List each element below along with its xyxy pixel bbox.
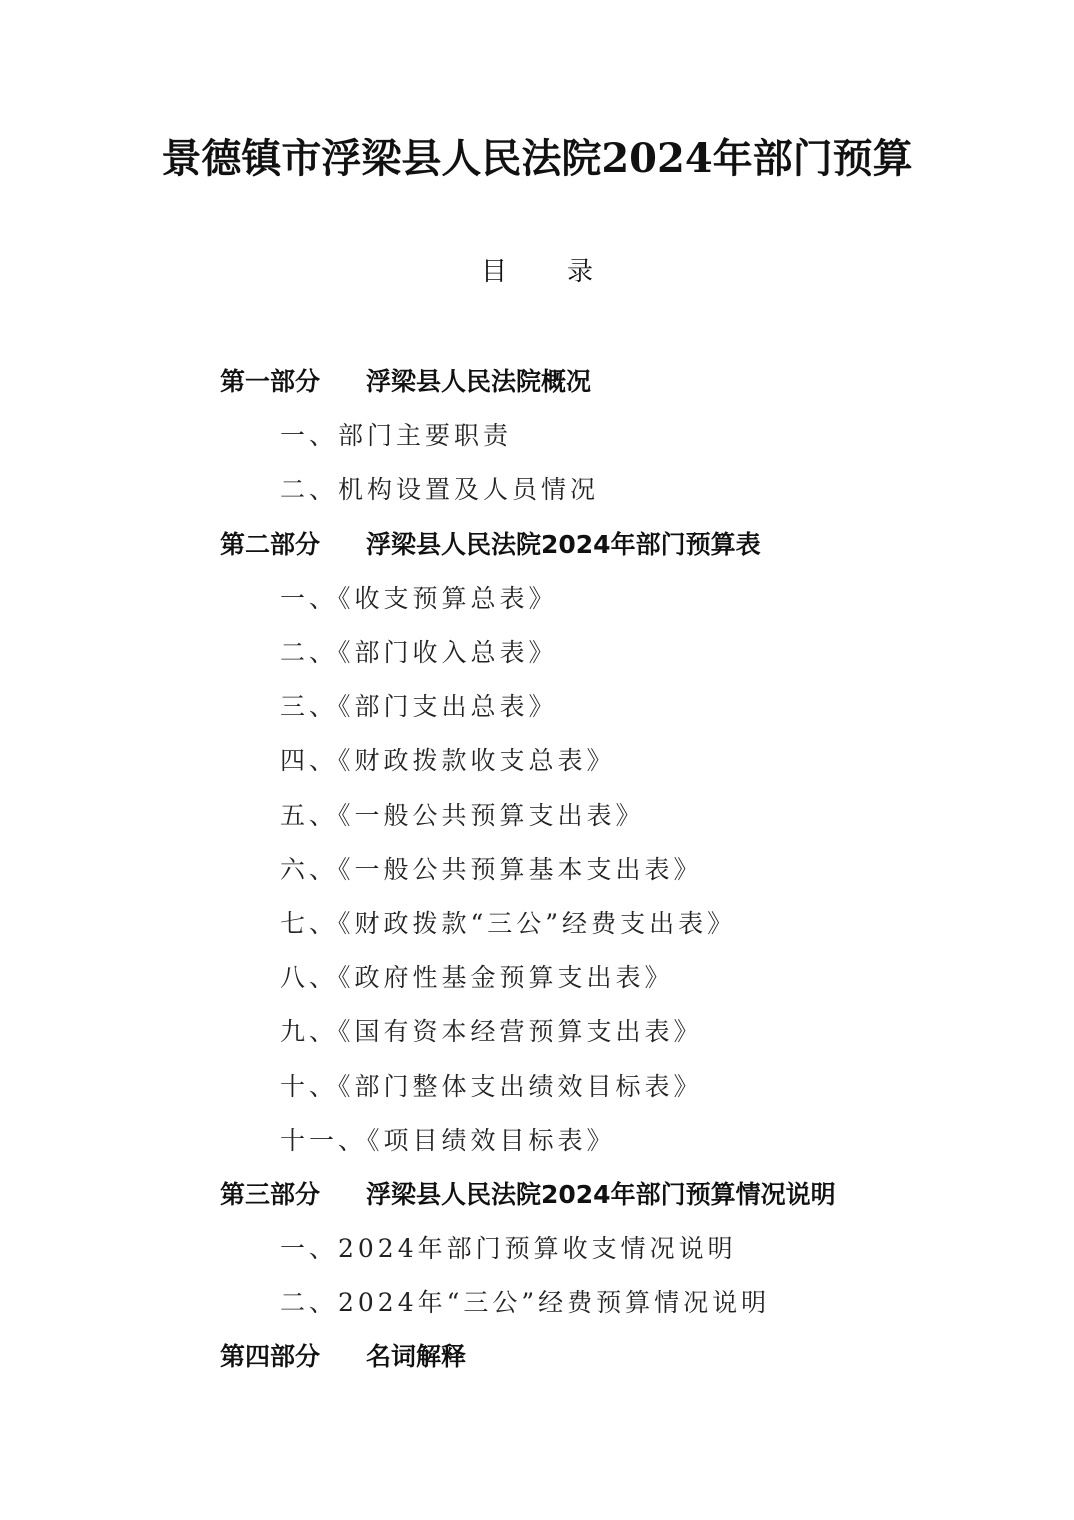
part-number: 第二部分 (220, 529, 321, 559)
toc-heading-left: 目 (480, 257, 507, 287)
toc-part-heading[interactable] (0, 353, 1074, 407)
toc-item[interactable]: 六、《一般公共预算基本支出表》 (280, 854, 703, 884)
toc-item[interactable]: 一、2024年部门预算收支情况说明 (280, 1234, 737, 1264)
table-of-contents (0, 353, 1074, 1383)
toc-heading-right: 录 (567, 257, 594, 287)
part-title: 浮梁县人民法院2024年部门预算表 (366, 529, 761, 559)
toc-item[interactable]: 四、《财政拨款收支总表》 (280, 746, 616, 776)
toc-item[interactable]: 九、《国有资本经营预算支出表》 (280, 1017, 703, 1047)
part-title: 名词解释 (366, 1342, 467, 1372)
toc-item[interactable]: 一、部门主要职责 (280, 421, 513, 451)
part-title: 浮梁县人民法院2024年部门预算情况说明 (366, 1179, 836, 1209)
toc-item[interactable]: 二、《部门收入总表》 (280, 638, 558, 668)
toc-item[interactable]: 十一、《项目绩效目标表》 (280, 1125, 616, 1155)
part-number: 第一部分 (220, 367, 321, 397)
toc-part-heading[interactable] (0, 516, 1074, 570)
toc-item[interactable]: 二、机构设置及人员情况 (280, 475, 600, 505)
toc-item[interactable]: 八、《政府性基金预算支出表》 (280, 963, 674, 993)
toc-heading (0, 252, 1074, 292)
toc-item[interactable]: 一、《收支预算总表》 (280, 583, 558, 613)
toc-part-heading[interactable] (0, 1328, 1074, 1382)
document-title: 景德镇市浮梁县人民法院2024年部门预算 (161, 135, 913, 182)
part-title: 浮梁县人民法院概况 (366, 367, 592, 397)
toc-item[interactable]: 十、《部门整体支出绩效目标表》 (280, 1071, 703, 1101)
toc-item[interactable]: 三、《部门支出总表》 (280, 692, 558, 722)
part-number: 第四部分 (220, 1342, 321, 1372)
part-number: 第三部分 (220, 1179, 321, 1209)
toc-item[interactable]: 二、2024年“三公”经费预算情况说明 (280, 1288, 771, 1318)
toc-item[interactable]: 七、《财政拨款“三公”经费支出表》 (280, 908, 737, 938)
toc-item[interactable]: 五、《一般公共预算支出表》 (280, 800, 645, 830)
toc-part-heading[interactable] (0, 1166, 1074, 1220)
